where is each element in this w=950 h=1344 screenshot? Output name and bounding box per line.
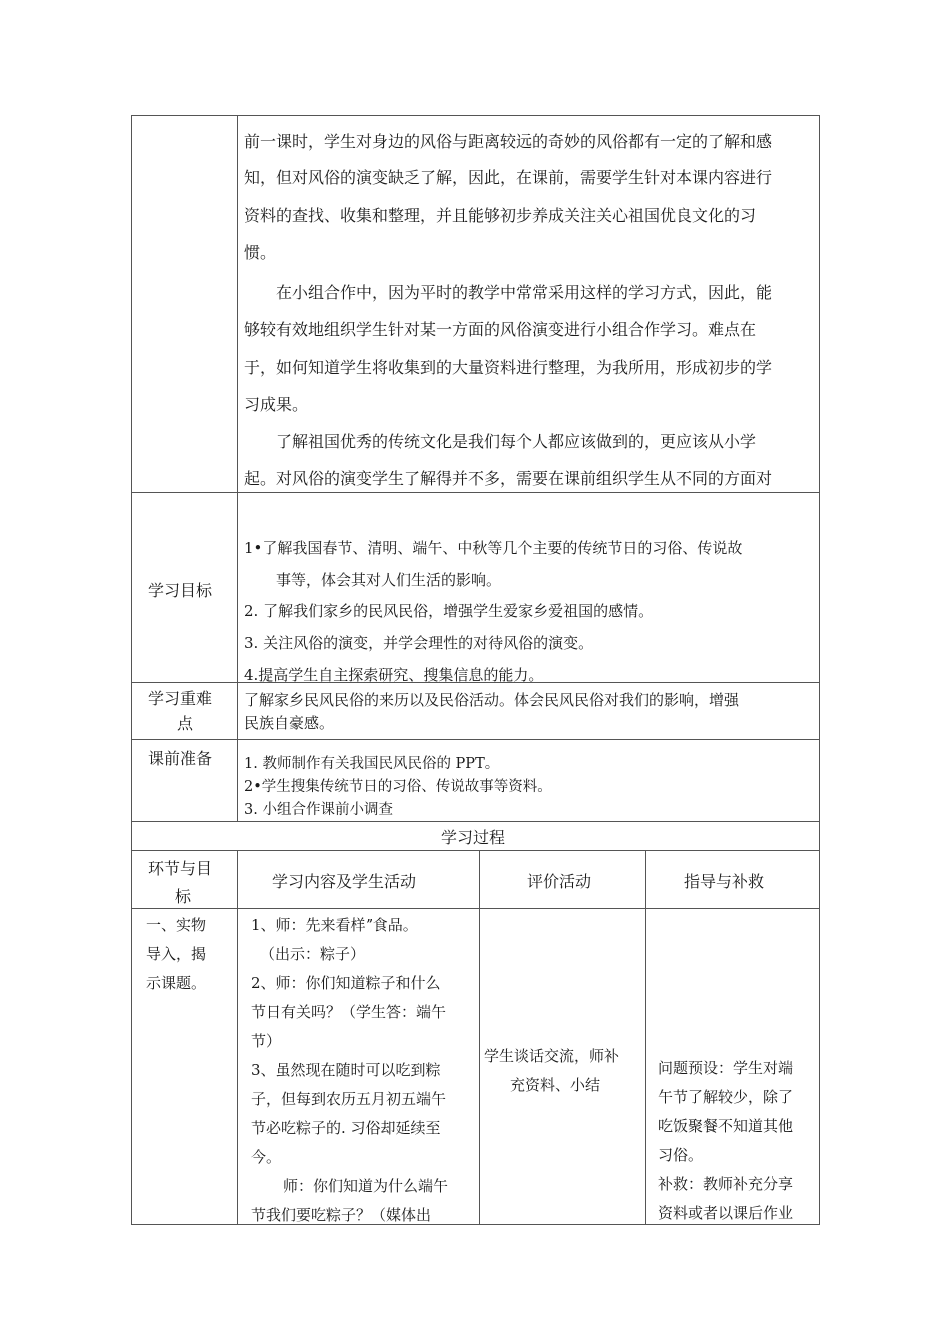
content-line: （出示：粽子） xyxy=(260,945,366,963)
content-line: 师：你们知道为什么端午 xyxy=(283,1177,449,1195)
header-stage: 标 xyxy=(175,887,192,906)
key-point-line: 了解家乡民风民俗的来历以及民俗活动。体会民风民俗对我们的影响，增强 xyxy=(244,691,740,709)
process-title: 学习过程 xyxy=(441,828,506,847)
content-line: 2、师：你们知道粽子和什么 xyxy=(251,974,441,992)
header-content: 学习内容及学生活动 xyxy=(272,872,417,891)
intro-line: 前一课时，学生对身边的风俗与距离较远的奇妙的风俗都有一定的了解和感 xyxy=(244,132,773,151)
content-line: 节我们要吃粽子？（媒体出 xyxy=(251,1206,432,1224)
intro-line: 起。对风俗的演变学生了解得并不多，需要在课前组织学生从不同的方面对 xyxy=(244,469,773,488)
intro-line: 够较有效地组织学生针对某一方面的风俗演变进行小组合作学习。难点在 xyxy=(244,320,757,339)
evaluation-line: 充资料、小结 xyxy=(510,1076,601,1094)
goal-item: 1•了解我国春节、清明、端午、中秋等几个主要的传统节日的习俗、传说故 xyxy=(244,539,743,557)
goal-item: 4.提高学生自主探索研究、搜集信息的能力。 xyxy=(244,666,544,684)
intro-line: 资料的查找、收集和整理，并且能够初步养成关注关心祖国优良文化的习 xyxy=(244,206,757,225)
stage-line: 导入，揭 xyxy=(146,945,207,963)
guidance-line: 习俗。 xyxy=(658,1146,704,1164)
goal-item: 事等，体会其对人们生活的影响。 xyxy=(276,571,502,589)
intro-line: 惯。 xyxy=(244,243,277,262)
goal-item: 2. 了解我们家乡的民风民俗，增强学生爱家乡爱祖国的感情。 xyxy=(244,602,654,620)
guidance-line: 问题预设：学生对端 xyxy=(658,1059,794,1077)
intro-line: 于，如何知道学生将收集到的大量资料进行整理，为我所用，形成初步的学 xyxy=(244,358,773,377)
goal-item: 3. 关注风俗的演变，并学会理性的对待风俗的演变。 xyxy=(244,634,594,652)
guidance-line: 吃饭聚餐不知道其他 xyxy=(658,1117,794,1135)
content-line: 子，但每到农历五月初五端午 xyxy=(251,1090,447,1108)
guidance-line: 补救：教师补充分享 xyxy=(658,1175,794,1193)
content-line: 1、师：先来看样ˮ食品。 xyxy=(251,916,418,934)
preparation-item: 1. 教师制作有关我国民风民俗的 PPT。 xyxy=(244,756,500,772)
stage-line: 一、实物 xyxy=(146,916,207,934)
key-points-label: 点 xyxy=(177,714,194,733)
intro-line: 知，但对风俗的演变缺乏了解，因此，在课前，需要学生针对本课内容进行 xyxy=(244,168,773,187)
guidance-line: 午节了解较少，除了 xyxy=(658,1088,794,1106)
header-stage: 环节与目 xyxy=(148,859,213,878)
guidance-line: 资料或者以课后作业 xyxy=(658,1204,794,1222)
stage-line: 示课题。 xyxy=(146,974,207,992)
key-point-line: 民族自豪感。 xyxy=(244,714,335,732)
goals-label: 学习目标 xyxy=(148,581,213,600)
evaluation-line: 学生谈话交流，师补 xyxy=(484,1047,620,1065)
header-evaluation: 评价活动 xyxy=(527,872,592,891)
content-line: 3、虽然现在随时可以吃到粽 xyxy=(251,1061,441,1079)
intro-line: 习成果。 xyxy=(244,395,309,414)
content-line: 节必吃粽子的. 习俗却延续至 xyxy=(251,1119,441,1137)
preparation-item: 2•学生搜集传统节日的习俗、传说故事等资料。 xyxy=(244,779,552,795)
content-line: 今。 xyxy=(251,1148,282,1166)
content-line: 节） xyxy=(251,1032,282,1050)
intro-line: 了解祖国优秀的传统文化是我们每个人都应该做到的，更应该从小学 xyxy=(276,432,757,451)
content-line: 节日有关吗？（学生答：端午 xyxy=(251,1003,447,1021)
intro-line: 在小组合作中，因为平时的教学中常常采用这样的学习方式，因此，能 xyxy=(276,283,773,302)
header-guidance: 指导与补救 xyxy=(684,872,765,891)
preparation-label: 课前准备 xyxy=(148,749,213,768)
key-points-label: 学习重难 xyxy=(148,689,213,708)
preparation-item: 3. 小组合作课前小调查 xyxy=(244,802,393,818)
